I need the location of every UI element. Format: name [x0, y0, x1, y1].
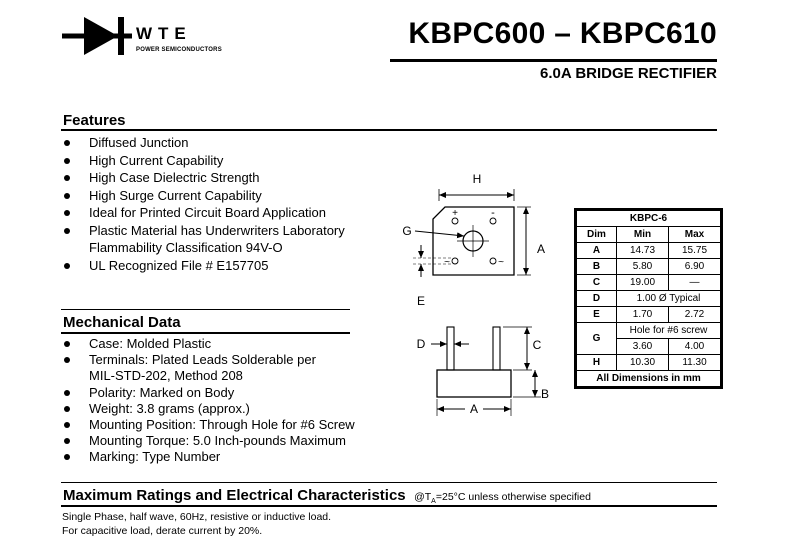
- bullet-icon: [64, 341, 70, 347]
- mechanical-list: [62, 336, 355, 466]
- cell-span: Hole for #6 screw: [617, 323, 721, 339]
- table-header-row: [577, 227, 721, 243]
- package-side-view: [437, 370, 511, 397]
- cell-dim: B: [577, 259, 617, 275]
- dim-label-a: A: [536, 242, 546, 256]
- cell-dim: C: [577, 275, 617, 291]
- ratings-note-2: For capacitive load, derate current by 20%.: [62, 525, 263, 537]
- page-title: KBPC600 – KBPC610: [408, 17, 717, 50]
- cell-min: 1.70: [617, 307, 669, 323]
- cell-dim: G: [577, 323, 617, 355]
- ratings-heading-row: [63, 487, 591, 505]
- cell-min: 19.00: [617, 275, 669, 291]
- list-item: UL Recognized File # E157705: [62, 257, 345, 275]
- pin-minus: -: [491, 207, 495, 219]
- bullet-icon: [64, 140, 70, 146]
- table-row: [577, 259, 721, 275]
- brand-name: WTE: [136, 24, 192, 43]
- dim-label-h: H: [472, 172, 482, 186]
- list-item: Polarity: Marked on Body: [62, 385, 355, 401]
- list-item-continued: Flammability Classification 94V-O: [89, 240, 283, 255]
- cell-max: 2.72: [669, 307, 721, 323]
- bullet-icon: [64, 193, 70, 199]
- dim-label-g: G: [402, 224, 412, 238]
- ratings-heading: Maximum Ratings and Electrical Characteristics: [63, 487, 406, 504]
- bullet-icon: [64, 210, 70, 216]
- dim-label-c: C: [532, 338, 542, 352]
- cell-max: 4.00: [669, 339, 721, 355]
- pin-plus: +: [452, 208, 458, 219]
- list-item: High Case Dielectric Strength: [62, 169, 345, 187]
- pin-ac-2: ~: [498, 257, 504, 268]
- dim-label-e: E: [416, 294, 426, 308]
- features-rule: [61, 129, 717, 131]
- lead-left: [447, 327, 454, 370]
- brand-subtitle: POWER SEMICONDUCTORS: [136, 47, 222, 53]
- cell-min: 14.73: [617, 243, 669, 259]
- pin-ac-1: ~: [444, 257, 450, 268]
- list-item: Terminals: Plated Leads Solderable per: [62, 352, 355, 368]
- cell-max: 15.75: [669, 243, 721, 259]
- mechanical-rule: [61, 332, 350, 334]
- table-footer: All Dimensions in mm: [577, 371, 721, 387]
- bullet-icon: [64, 263, 70, 269]
- table-row: [577, 291, 721, 307]
- bullet-icon: [64, 422, 70, 428]
- list-item: Plastic Material has Underwriters Laboratory: [62, 222, 345, 240]
- list-item-continued: MIL-STD-202, Method 208: [89, 368, 243, 384]
- cell-min: 5.80: [617, 259, 669, 275]
- dimensions-table: [576, 210, 721, 387]
- table-row: [577, 355, 721, 371]
- cell-min: 3.60: [617, 339, 669, 355]
- list-item: Weight: 3.8 grams (approx.): [62, 401, 355, 417]
- bullet-icon: [64, 438, 70, 444]
- list-item: Case: Molded Plastic: [62, 336, 355, 352]
- bullet-icon: [64, 454, 70, 460]
- bullet-icon: [64, 390, 70, 396]
- list-item: Diffused Junction: [62, 134, 345, 152]
- table-row: [577, 243, 721, 259]
- package-diagram: [395, 165, 570, 430]
- col-header: Max: [669, 227, 721, 243]
- ratings-condition: $@T_A=25^\circ C$ unless otherwise specified: [414, 491, 591, 506]
- wte-logo-icon: [60, 12, 134, 58]
- ratings-note-1: Single Phase, half wave, 60Hz, resistive or inductive load.: [62, 511, 332, 523]
- table-row: [577, 323, 721, 339]
- table-footer-row: [577, 371, 721, 387]
- list-item: Mounting Position: Through Hole for #6 Screw: [62, 417, 355, 433]
- cell-dim: A: [577, 243, 617, 259]
- list-item: Mounting Torque: 5.0 Inch-pounds Maximum: [62, 433, 355, 449]
- table-title: KBPC-6: [577, 211, 721, 227]
- list-item: High Current Capability: [62, 152, 345, 170]
- table-row: [577, 275, 721, 291]
- mechanical-top-rule: [61, 309, 350, 310]
- bullet-icon: [64, 158, 70, 164]
- cell-dim: H: [577, 355, 617, 371]
- bullet-icon: [64, 228, 70, 234]
- cell-span: 1.00 Ø Typical: [617, 291, 721, 307]
- ratings-top-rule: [61, 482, 717, 483]
- features-heading: Features: [63, 112, 126, 129]
- list-item: Marking: Type Number: [62, 449, 355, 465]
- dim-label-b: B: [540, 387, 550, 401]
- bullet-icon: [64, 406, 70, 412]
- dim-label-d: D: [416, 337, 426, 351]
- table-row: [577, 307, 721, 323]
- page-subtitle: 6.0A BRIDGE RECTIFIER: [540, 65, 717, 82]
- list-item: High Surge Current Capability: [62, 187, 345, 205]
- col-header: Dim: [577, 227, 617, 243]
- table-row: [577, 211, 721, 227]
- cell-dim: D: [577, 291, 617, 307]
- mechanical-heading: Mechanical Data: [63, 314, 181, 331]
- dim-label-a-side: A: [469, 402, 479, 416]
- ratings-rule: [61, 505, 717, 507]
- features-list: [62, 134, 345, 274]
- col-header: Min: [617, 227, 669, 243]
- cell-max: 11.30: [669, 355, 721, 371]
- list-item: Ideal for Printed Circuit Board Application: [62, 204, 345, 222]
- cell-max: —: [669, 275, 721, 291]
- lead-right: [493, 327, 500, 370]
- cell-max: 6.90: [669, 259, 721, 275]
- cell-min: 10.30: [617, 355, 669, 371]
- title-rule: [390, 59, 717, 62]
- bullet-icon: [64, 357, 70, 363]
- cell-dim: E: [577, 307, 617, 323]
- bullet-icon: [64, 175, 70, 181]
